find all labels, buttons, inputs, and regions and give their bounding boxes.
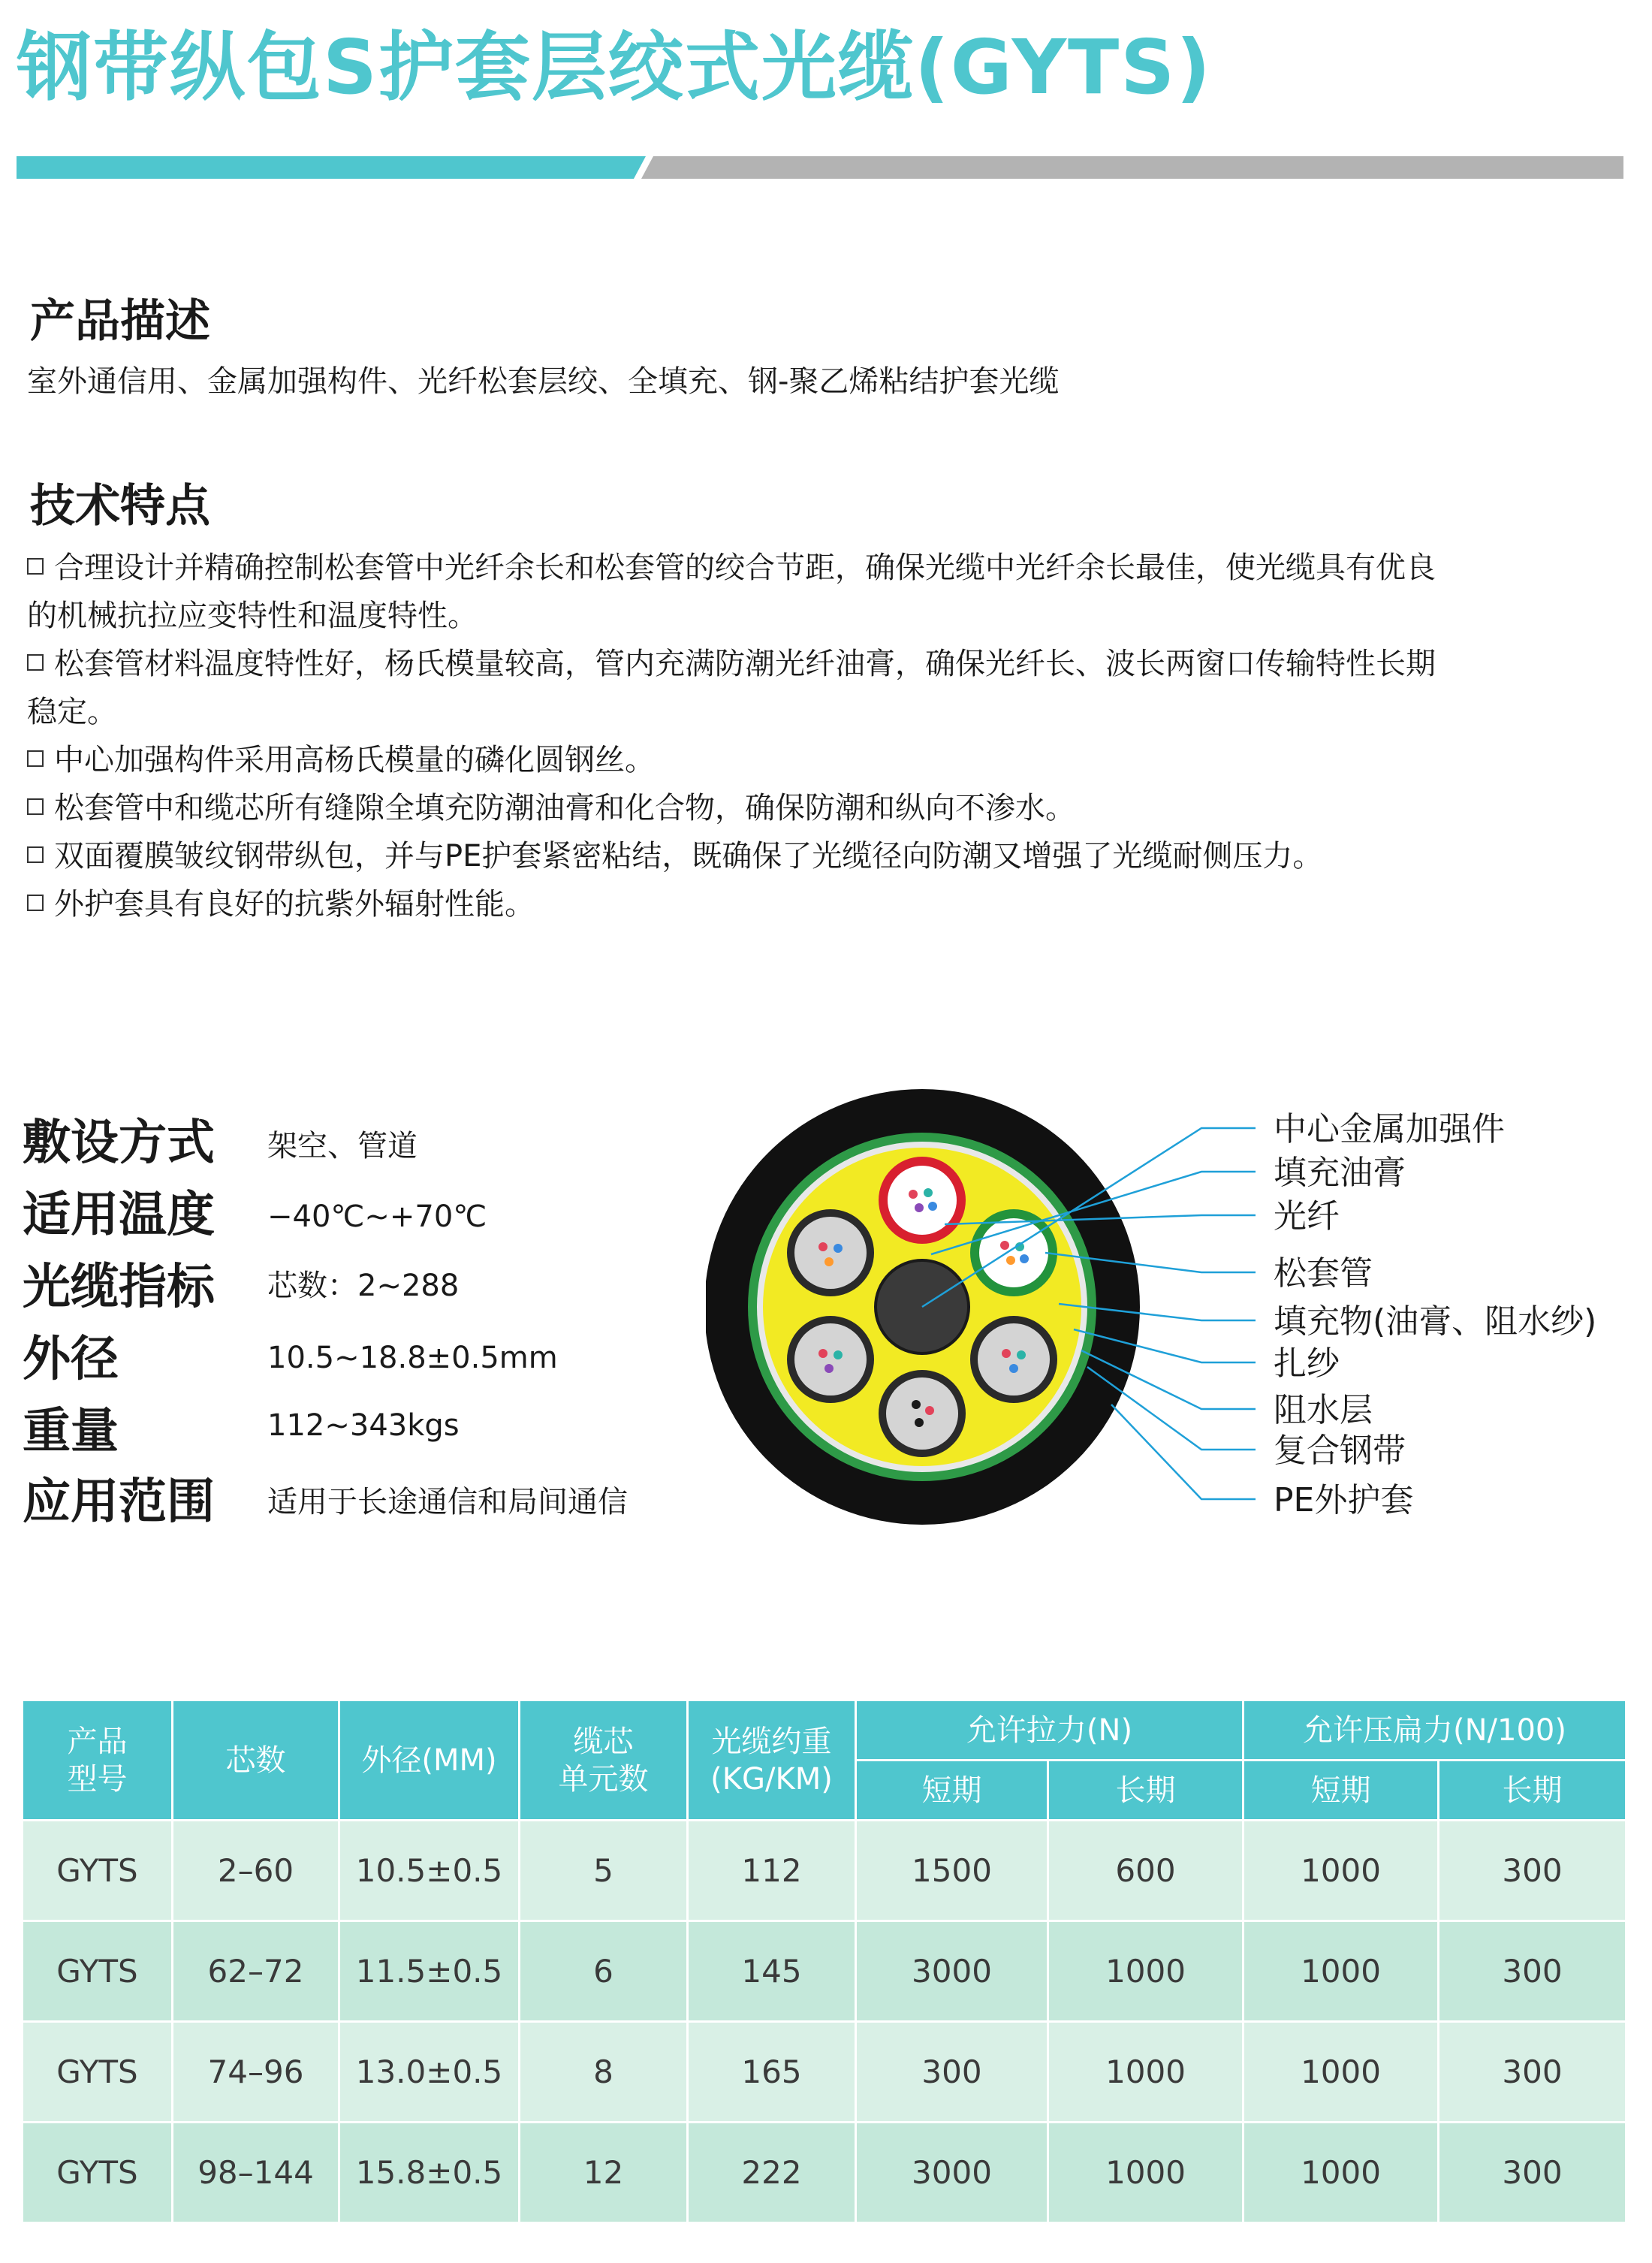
cell-model: GYTS <box>23 2123 173 2223</box>
cell-crush-long: 300 <box>1439 1821 1626 1921</box>
spec-table <box>21 1699 1627 2224</box>
cell-model: GYTS <box>23 1921 173 2022</box>
table-row <box>23 1821 1626 1921</box>
spec-value-index: 芯数：2~288 <box>267 1269 460 1303</box>
cable-cross-section-diagram <box>706 1074 1637 1540</box>
cell-weight: 222 <box>688 2123 856 2223</box>
header-crush: 允许压扁力(N/100) <box>1244 1700 1626 1761</box>
legend-label-strength-member: 中心金属加强件 <box>1274 1110 1505 1148</box>
feature-item: 外护套具有良好的抗紫外辐射性能。 <box>27 880 1454 928</box>
header-tensile-short: 短期 <box>856 1761 1048 1821</box>
description-text: 室外通信用、金属加强构件、光纤松套层绞、全填充、钢-聚乙烯粘结护套光缆 <box>27 364 1060 399</box>
header-cores: 芯数 <box>173 1700 339 1821</box>
header-weight: 光缆约重 (KG/KM) <box>688 1700 856 1821</box>
cell-tensile-short: 3000 <box>856 1921 1048 2022</box>
legend-label-binder: 扎纱 <box>1274 1344 1340 1383</box>
legend-label-loose-tube: 松套管 <box>1274 1254 1373 1293</box>
cell-crush-short: 1000 <box>1244 1821 1439 1921</box>
cell-outer-diameter: 15.8±0.5 <box>339 2123 520 2223</box>
cell-cores: 74–96 <box>173 2022 339 2123</box>
feature-item: 双面覆膜皱纹钢带纵包，并与PE护套紧密粘结，既确保了光缆径向防潮又增强了光缆耐侧压力。 <box>27 832 1454 880</box>
cell-tensile-short: 1500 <box>856 1821 1048 1921</box>
legend-label-steel-tape: 复合钢带 <box>1274 1432 1406 1470</box>
spec-label-weight: 重量 <box>23 1404 119 1459</box>
feature-item: 中心加强构件采用高杨氏模量的磷化圆钢丝。 <box>27 736 1454 784</box>
cell-model: GYTS <box>23 1821 173 1921</box>
spec-label-laying: 敷设方式 <box>23 1115 215 1171</box>
cell-tensile-long: 1000 <box>1048 1921 1244 2022</box>
cell-tensile-short: 300 <box>856 2022 1048 2123</box>
cell-weight: 112 <box>688 1821 856 1921</box>
cell-cores: 2–60 <box>173 1821 339 1921</box>
cell-outer-diameter: 11.5±0.5 <box>339 1921 520 2022</box>
checkbox-icon <box>27 654 44 671</box>
title-underline-bar <box>17 156 1623 179</box>
description-heading: 产品描述 <box>30 295 210 348</box>
table-row <box>23 2123 1626 2223</box>
cell-tensile-long: 1000 <box>1048 2123 1244 2223</box>
cell-core-units: 5 <box>520 1821 688 1921</box>
spec-value-diameter: 10.5~18.8±0.5mm <box>267 1341 558 1375</box>
cell-outer-diameter: 13.0±0.5 <box>339 2022 520 2123</box>
spec-value-temperature: −40℃~+70℃ <box>267 1199 487 1234</box>
cell-cores: 98–144 <box>173 2123 339 2223</box>
spec-value-weight: 112~343kgs <box>267 1408 460 1443</box>
cell-weight: 165 <box>688 2022 856 2123</box>
cell-weight: 145 <box>688 1921 856 2022</box>
table-row <box>23 2022 1626 2123</box>
checkbox-icon <box>27 895 44 911</box>
spec-value-laying: 架空、管道 <box>267 1129 418 1163</box>
cell-tensile-long: 600 <box>1048 1821 1244 1921</box>
legend-label-pe-sheath: PE外护套 <box>1274 1481 1414 1519</box>
cell-core-units: 8 <box>520 2022 688 2123</box>
checkbox-icon <box>27 798 44 815</box>
spec-label-diameter: 外径 <box>23 1332 119 1387</box>
cell-crush-long: 300 <box>1439 2123 1626 2223</box>
spec-label-application: 应用范围 <box>23 1474 215 1530</box>
page-title: 钢带纵包S护套层绞式光缆(GYTS) <box>17 23 1212 111</box>
feature-item: 松套管中和缆芯所有缝隙全填充防潮油膏和化合物，确保防潮和纵向不渗水。 <box>27 784 1454 832</box>
header-tensile-long: 长期 <box>1048 1761 1244 1821</box>
cell-model: GYTS <box>23 2022 173 2123</box>
cell-crush-long: 300 <box>1439 2022 1626 2123</box>
spec-value-application: 适用于长途通信和局间通信 <box>267 1485 628 1519</box>
cell-outer-diameter: 10.5±0.5 <box>339 1821 520 1921</box>
cell-tensile-short: 3000 <box>856 2123 1048 2223</box>
legend-label-water-blocking: 阻水层 <box>1274 1391 1373 1429</box>
spec-label-index: 光缆指标 <box>23 1260 215 1315</box>
header-crush-long: 长期 <box>1439 1761 1626 1821</box>
cell-cores: 62–72 <box>173 1921 339 2022</box>
features-heading: 技术特点 <box>30 480 210 533</box>
legend-label-filler: 填充物(油膏、阻水纱) <box>1274 1302 1597 1341</box>
header-model: 产品 型号 <box>23 1700 173 1821</box>
header-outer-diameter: 外径(MM) <box>339 1700 520 1821</box>
header-core-units: 缆芯 单元数 <box>520 1700 688 1821</box>
cell-crush-short: 1000 <box>1244 2022 1439 2123</box>
table-row <box>23 1921 1626 2022</box>
cell-crush-short: 1000 <box>1244 2123 1439 2223</box>
feature-item: 合理设计并精确控制松套管中光纤余长和松套管的绞合节距，确保光缆中光纤余长最佳，使光缆具有优良的机械抗拉应变特性和温度特性。 <box>27 551 1436 633</box>
cell-crush-long: 300 <box>1439 1921 1626 2022</box>
feature-item: 松套管材料温度特性好，杨氏模量较高，管内充满防潮光纤油膏，确保光纤长、波长两窗口传输特性长期稳定。 <box>27 647 1436 729</box>
checkbox-icon <box>27 846 44 863</box>
legend-label-fiber: 光纤 <box>1274 1197 1340 1236</box>
header-tensile: 允许拉力(N) <box>856 1700 1244 1761</box>
checkbox-icon <box>27 558 44 575</box>
header-crush-short: 短期 <box>1244 1761 1439 1821</box>
spec-label-temperature: 适用温度 <box>23 1187 215 1243</box>
cell-crush-short: 1000 <box>1244 1921 1439 2022</box>
cell-tensile-long: 1000 <box>1048 2022 1244 2123</box>
checkbox-icon <box>27 750 44 767</box>
cell-core-units: 6 <box>520 1921 688 2022</box>
cell-core-units: 12 <box>520 2123 688 2223</box>
legend-label-filling-gel: 填充油膏 <box>1274 1154 1406 1192</box>
